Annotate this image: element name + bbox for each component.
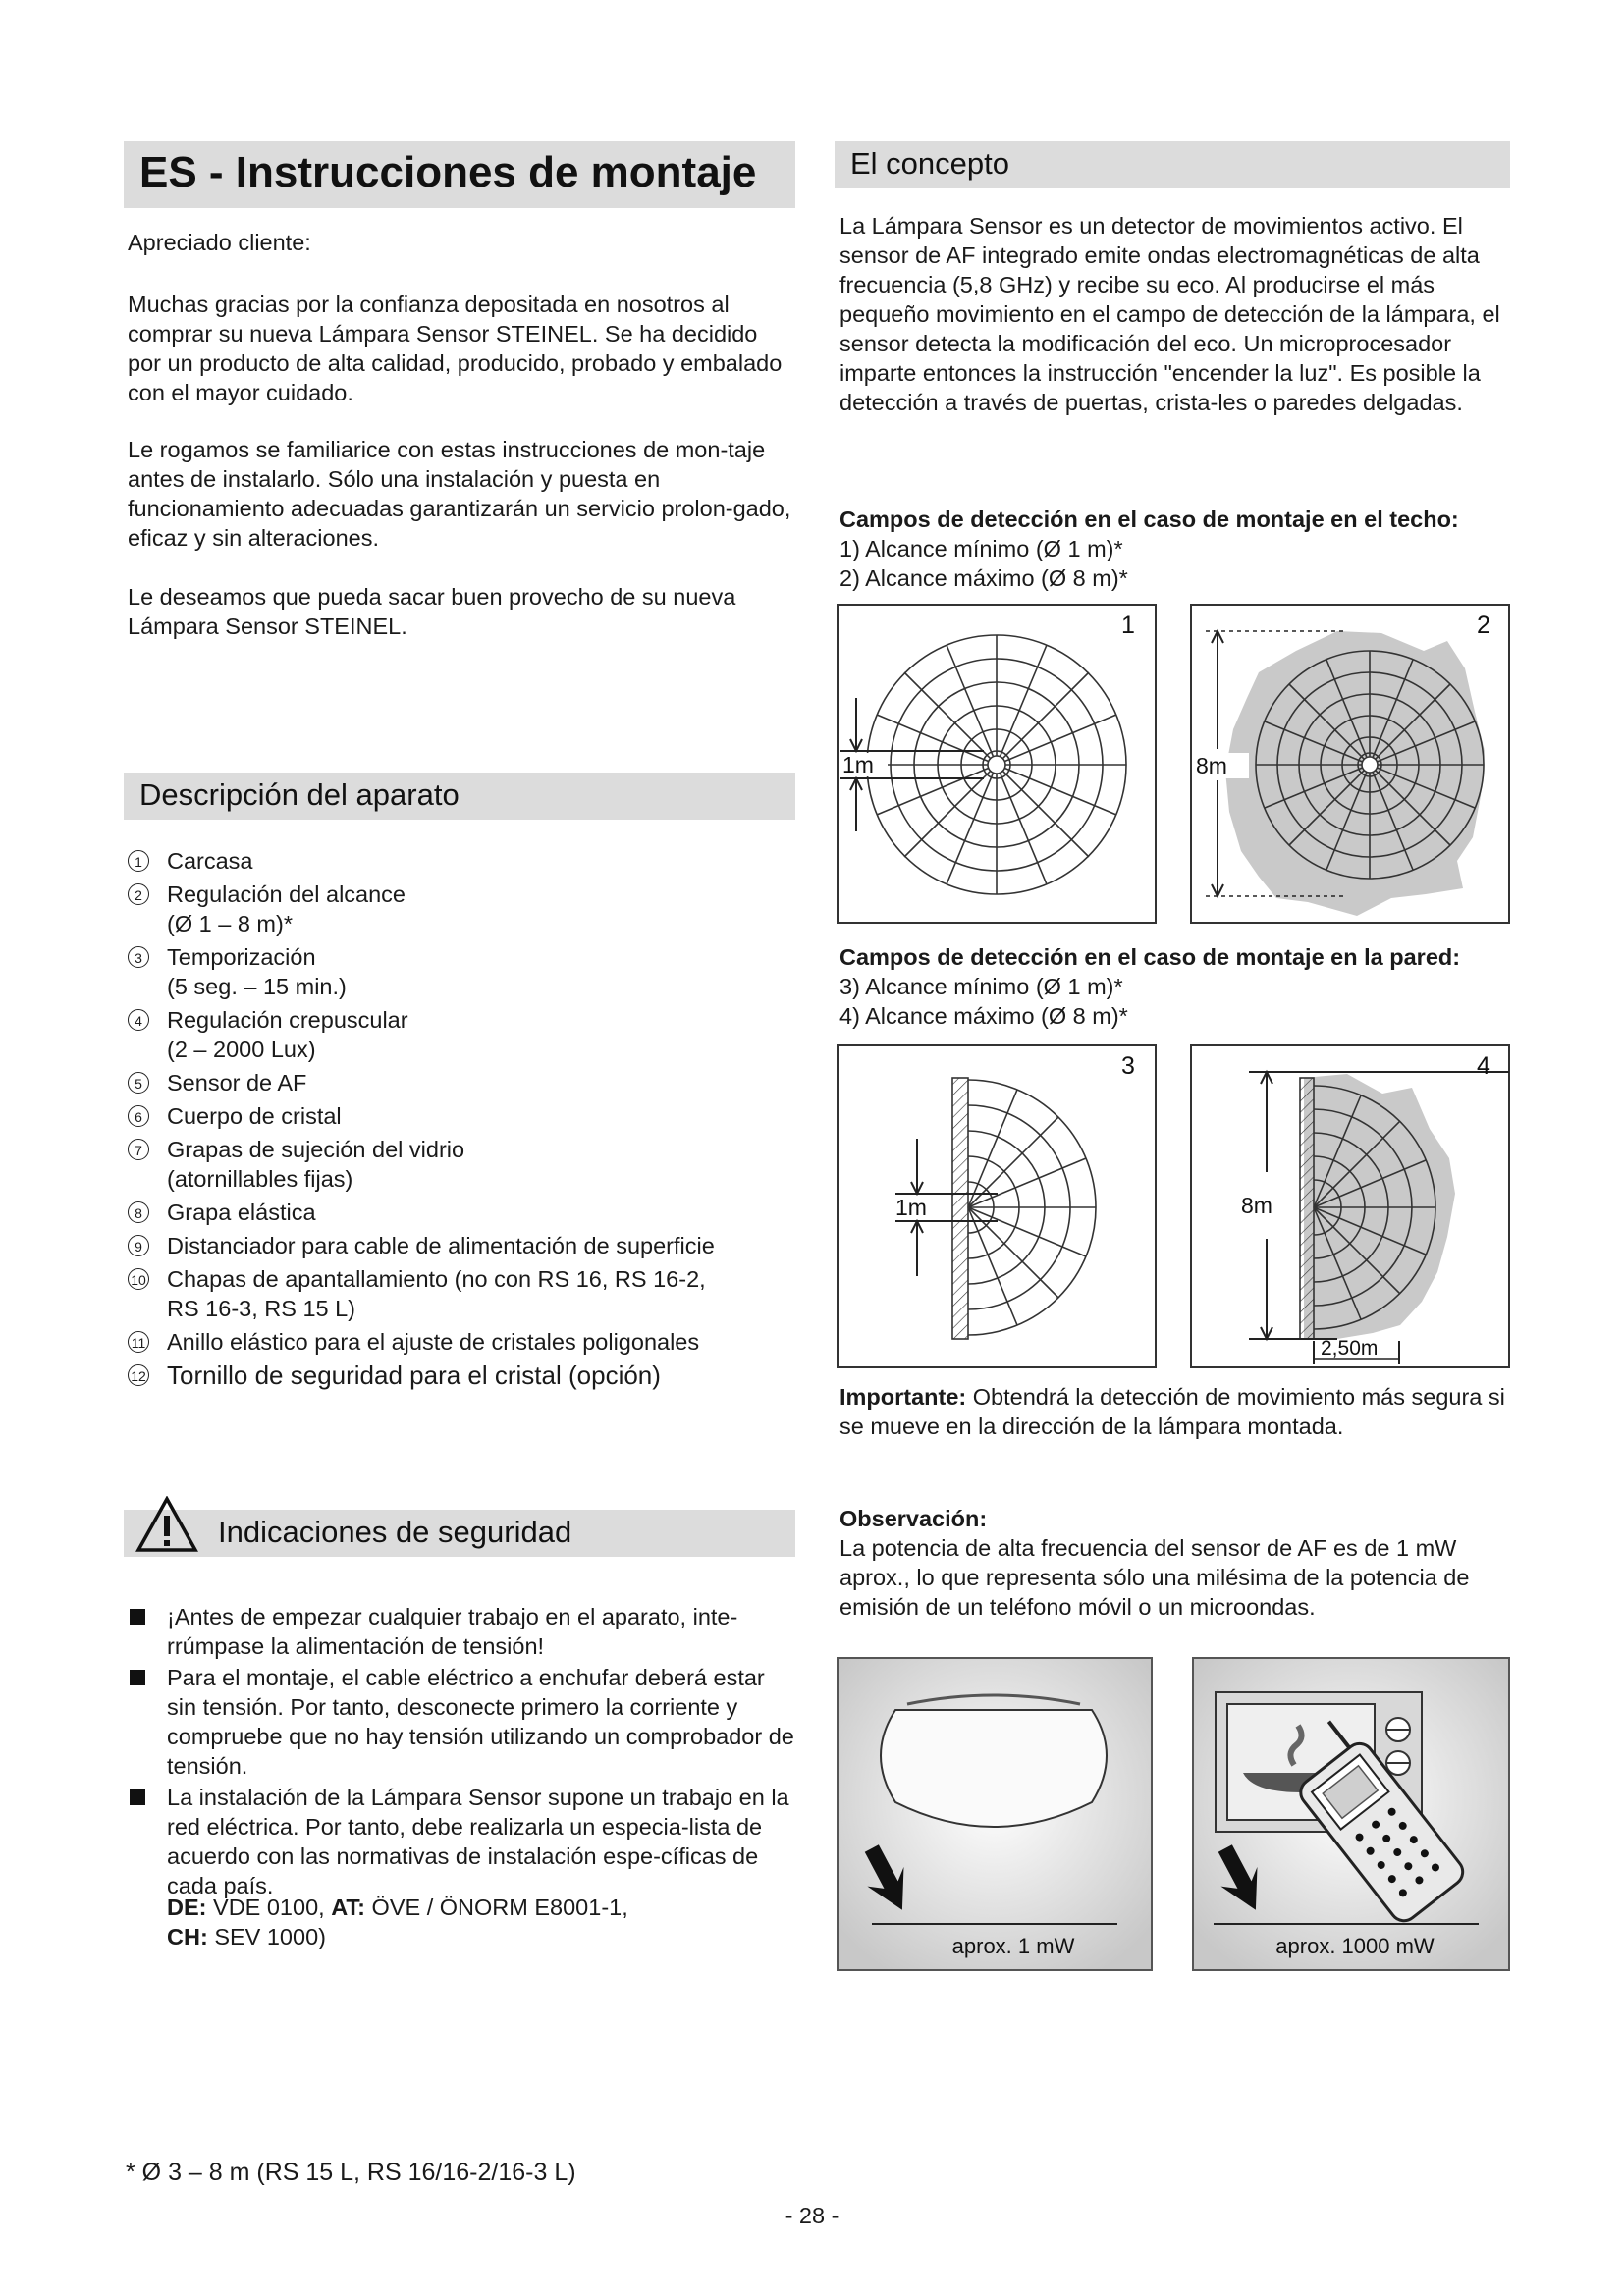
norms: DE: VDE 0100, AT: ÖVE / ÖNORM E8001-1, CH: SEV 1000) (167, 1895, 628, 1949)
part-item: 1 Carcasa (128, 846, 805, 876)
figure-1-number: 1 (1121, 612, 1135, 639)
safety-item: ¡Antes de empezar cualquier trabajo en el aparato, inte-rrúmpase la alimentación de tensión! (128, 1602, 795, 1661)
safety-title: Indicaciones de seguridad (124, 1510, 795, 1557)
part-item: 11 Anillo elástico para el ajuste de cristales poligonales (128, 1327, 805, 1357)
part-item: 7 Grapas de sujeción del vidrio (atornillables fijas) (128, 1135, 805, 1194)
part-item: 10 Chapas de apantallamiento (no con RS 16, RS 16-2, RS 16-3, RS 15 L) (128, 1264, 805, 1323)
detection-figure-ceiling-min (837, 604, 1157, 924)
part-number: 1 (128, 850, 149, 872)
concept-text: La Lámpara Sensor es un detector de movimientos activo. El sensor de AF integrado emite ondas electromagnéticas de alta frecuencia (5,8 GHz) y recibe su eco. Al producirse el más pequeño movimiento en el campo de detección de la lámpara, el sensor detecta la modificación del eco. Un microprocesador imparte entonces la instrucción "encender la luz". Es posible la detección a través de puertas, crista-les o paredes delgadas. (839, 213, 1500, 415)
part-item: 5 Sensor de AF (128, 1068, 805, 1097)
wall-item-2: 4) Alcance máximo (Ø 8 m)* (839, 1003, 1128, 1029)
ceiling-heading: Campos de detección en el caso de montaje en el techo: (839, 507, 1459, 532)
observation-label: Observación: (839, 1506, 988, 1531)
lamp-power-illustration (837, 1657, 1153, 1971)
part-item: 3 Temporización (5 seg. – 15 min.) (128, 942, 805, 1001)
observation-text: La potencia de alta frecuencia del sensor de AF es de 1 mW aprox., lo que representa sólo una milésima de la potencia de emisión de un teléfono móvil o un microondas. (839, 1535, 1470, 1620)
part-number: 4 (128, 1009, 149, 1031)
page-title: ES - Instrucciones de montaje (124, 141, 795, 208)
safety-list (128, 1602, 795, 1902)
lamp-power-label: aprox. 1 mW (951, 1934, 1075, 1958)
phone-power-label: aprox. 1000 mW (1275, 1934, 1435, 1958)
part-item: 12 Tornillo de seguridad para el cristal (opción) (128, 1361, 805, 1390)
detection-figure-ceiling-max (1190, 604, 1510, 924)
important-note: Importante: Obtendrá la detección de movimiento más segura si se mueve en la dirección de la lámpara montada. (839, 1384, 1505, 1439)
figure-4-width: 2,50m (1321, 1337, 1379, 1360)
part-item: 9 Distanciador para cable de alimentación de superficie (128, 1231, 805, 1260)
ceiling-item-2: 2) Alcance máximo (Ø 8 m)* (839, 565, 1128, 591)
part-number: 5 (128, 1072, 149, 1094)
description-title: Descripción del aparato (124, 773, 795, 820)
part-number: 10 (128, 1268, 149, 1290)
detection-figure-wall-max (1190, 1044, 1510, 1368)
part-number: 9 (128, 1235, 149, 1256)
warning-triangle-icon (135, 1496, 198, 1553)
intro-paragraph-1: Muchas gracias por la confianza depositada en nosotros al comprar su nueva Lámpara Sensor STEINEL. Se ha decidido por un producto de alta calidad, producido, probado y embalado con el mayor cuidado. (128, 292, 783, 405)
parts-list (128, 846, 805, 1394)
part-number: 7 (128, 1139, 149, 1160)
intro-paragraph-3: Le deseamos que pueda sacar buen provecho de su nueva Lámpara Sensor STEINEL. (128, 584, 736, 639)
figure-2-number: 2 (1477, 612, 1490, 639)
greeting: Apreciado cliente: (128, 230, 311, 255)
intro-paragraph-2: Le rogamos se familiarice con estas instrucciones de mon-taje antes de instalarlo. Sólo una instalación y puesta en funcionamiento adecuadas garantizarán un servicio prolon-gado, eficaz y sin alteraciones. (128, 437, 791, 551)
figure-3-label: 1m (895, 1195, 927, 1220)
detection-figure-wall-min (837, 1044, 1157, 1368)
figure-3-number: 3 (1121, 1052, 1135, 1080)
figure-4-number: 4 (1477, 1052, 1490, 1080)
ceiling-item-1: 1) Alcance mínimo (Ø 1 m)* (839, 536, 1123, 561)
figure-1-label: 1m (842, 752, 874, 777)
concept-title: El concepto (835, 141, 1510, 188)
part-number: 11 (128, 1331, 149, 1353)
part-number: 6 (128, 1105, 149, 1127)
figure-4-label: 8m (1241, 1193, 1272, 1218)
safety-item: Para el montaje, el cable eléctrico a enchufar deberá estar sin tensión. Por tanto, desconecte primero la corriente y compruebe que no hay tensión utilizando un comprobador de tensión. (128, 1663, 795, 1781)
part-item: 6 Cuerpo de cristal (128, 1101, 805, 1131)
part-item: 8 Grapa elástica (128, 1198, 805, 1227)
part-number: 3 (128, 946, 149, 968)
footnote: * Ø 3 – 8 m (RS 15 L, RS 16/16-2/16-3 L) (126, 2159, 576, 2186)
part-item: 4 Regulación crepuscular (2 – 2000 Lux) (128, 1005, 805, 1064)
wall-heading: Campos de detección en el caso de montaje en la pared: (839, 944, 1461, 970)
figure-2-label: 8m (1196, 753, 1227, 778)
phone-microwave-power-illustration (1192, 1657, 1510, 1971)
part-number: 12 (128, 1364, 149, 1386)
part-item: 2 Regulación del alcance (Ø 1 – 8 m)* (128, 880, 805, 938)
part-number: 2 (128, 883, 149, 905)
part-number: 8 (128, 1201, 149, 1223)
wall-item-1: 3) Alcance mínimo (Ø 1 m)* (839, 974, 1123, 999)
page-number: - 28 - (785, 2203, 839, 2228)
safety-item: La instalación de la Lámpara Sensor supone un trabajo en la red eléctrica. Por tanto, debe realizarla un especia-lista de acuerdo con las normativas de instalación espe-cíficas de cada país. (128, 1783, 795, 1900)
